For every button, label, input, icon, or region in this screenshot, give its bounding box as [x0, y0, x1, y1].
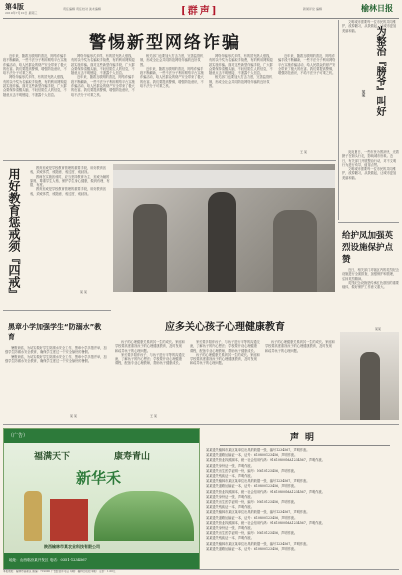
small-right: 新闻评论 编辑	[303, 7, 322, 11]
notice-item: 某某遗失榆林市某区某单位出具的收据一张，编号1234567，声明作废。	[206, 448, 310, 452]
left-mid-headline: 用好教育惩戒须『四戒』	[7, 168, 21, 300]
ad-company: 陕西榆林市某农业科技有限公司	[44, 544, 100, 549]
ad-contact: 地址：山西临汾某开发区 电话：0351-1234567	[9, 558, 87, 562]
ad-product-box	[50, 499, 88, 541]
right-mid-headline: 给护凤加强英烈设施保护点赞	[342, 231, 394, 265]
main-article-col2: 网络诈骗形式多样，有的冒充熟人借钱，有的以中奖为名骗取手续费，有的利用网购退款实施诈骗。面对这些新型诈骗手段，广大群众要保持清醒头脑，不轻信陌生人的信息，不随意点击不明链接，不泄露个人信息。 近年来，随着互联网的普及，网络诈骗手段不断翻新，一些不法分子利用网络平台实施诈骗活动，给人民群众的财产安全带来了极大的危害。我们要提高警惕，增强防范意识，不给不法分子可乘之机。	[71, 54, 135, 97]
bottom-left-author: 某 某	[70, 414, 77, 418]
main-article-col1: 近年来，随着互联网的普及，网络诈骗手段不断翻新，一些不法分子利用网络平台实施诈骗活动，给人民群众的财产安全带来了极大的危害。我们要提高警惕，增强防范意识，不给不法分子可乘之机。 网络诈骗形式多样，有的冒充熟人借钱，有的以中奖为名骗取手续费，有的利用网购退款实施诈骗。面对这些新型诈骗手段，广大群众要保持清醒头脑，不轻信陌生人的信息，不随意点击不明链接，不泄露个人信息。	[3, 54, 67, 97]
right-col-author: 某某	[362, 90, 366, 97]
date-line: 2019年7月10日 星期三	[5, 11, 38, 15]
main-article-col3: 相关部门也要加大打击力度，完善监管机制，形成全社会共同防范网络诈骗的良好氛围。 近年来，随着互联网的普及，网络诈骗手段不断翻新，一些不法分子利用网络平台实施诈骗活动，给人民群众的财产安全带来了极大的危害。我们要提高警惕，增强防范意识，不给不法分子可乘之机。	[140, 54, 204, 89]
left-mid-author: 某 某	[80, 290, 87, 294]
photo-figure-left	[133, 204, 167, 292]
left-mid-body: 教育惩戒是学校教育管理的重要手段，用好教育惩戒，须戒体罚、戒随意、戒过度、戒歧视。 教师在实施惩戒时，应当坚持教育为主、惩戒为辅的原则，尊重学生人格，保护学生身心健康，做到有理、有据、有度。 教育惩戒是学校教育管理的重要手段，用好教育惩戒，须戒体罚、戒随意、戒过度、戒歧视。	[30, 166, 110, 196]
main-article-col5: 近年来，随着互联网的普及，网络诈骗手段不断翻新，一些不法分子利用网络平台实施诈骗活动，给人民群众的财产安全带来了极大的危害。我们要提高警惕，增强防范意识，不给不法分子可乘之机。	[278, 54, 336, 76]
notice-title-text: 声明	[289, 433, 320, 443]
footer-line: 本报地址：榆林市高新区 邮编：719000 广告经营许可证 印刷：榆林日报社印刷厂 定价：1.00元	[3, 570, 116, 573]
bottom-center-col2: 家长要多陪伴孩子，与孩子进行平等的沟通交流，了解孩子的内心想法；学校要开设心理健康课程，配备专业心理教师，帮助孩子健康成长。 孩子的心理健康关系到其一生的成长。家庭和学校要高度重视孩子的心理健康教育，及时发现和疏导孩子的心理问题。	[190, 340, 260, 366]
bottom-center-col3: 孩子的心理健康关系到其一生的成长。家庭和学校要高度重视孩子的心理健康教育，及时发现和疏导孩子的心理问题。	[265, 340, 335, 353]
main-article-col4: 网络诈骗形式多样，有的冒充熟人借钱，有的以中奖为名骗取手续费，有的利用网购退款实施诈骗。面对这些新型诈骗手段，广大群众要保持清醒头脑，不轻信陌生人的信息，不随意点击不明链接，不泄露个人信息。 相关部门也要加大打击力度，完善监管机制，形成全社会共同防范网络诈骗的良好氛围。	[209, 54, 273, 89]
ad-label: （广告）	[8, 433, 29, 439]
notice-list	[206, 448, 399, 566]
section-title: [群声]	[181, 6, 219, 17]
notice-item: 某某遗失营业执照副本，统一社会信用代码：91610800MA1234567，声明作废。	[206, 458, 325, 463]
advertisement	[3, 428, 200, 570]
notice-item: 某某遗失出生医学证明一份，编号：N610123456，声明作废。	[206, 500, 298, 505]
ad-brand: 新华禾	[76, 469, 122, 487]
page-number: 第4版	[5, 2, 24, 11]
main-headline: 警惕新型网络诈骗	[89, 33, 241, 53]
ad-landscape	[94, 491, 194, 541]
right-mid-body: 近日，相关部门对辖区内的英烈纪念设施进行全面排查，加强保护和管理，弘扬英烈精神。 英烈纪念设施是传承红色基因的重要载体，做好保护工作意义重大。	[342, 268, 399, 290]
bottom-center-col1: 孩子的心理健康关系到其一生的成长。家庭和学校要高度重视孩子的心理健康教育，及时发现和疏导孩子的心理问题。 家长要多陪伴孩子，与孩子进行平等的沟通交流，了解孩子的内心想法；学校要开设心理健康课程，配备专业心理教师，帮助孩子健康成长。	[115, 340, 185, 366]
meta-line: 责任编辑 责任校对 美术编辑	[63, 7, 101, 11]
bottom-left-headline: 黑章小学加强学生“防溺水”教育	[8, 323, 102, 341]
notice-item: 某某遗失榆林市某区某单位出具的收据一张，编号1234567，声明作废。	[206, 541, 310, 546]
right-mid-author: 某某	[375, 327, 382, 331]
divider-above-ad	[3, 424, 399, 425]
bottom-left-body: 暑假来临，为切实做好学生防溺水安全工作，黑章小学多措并举，加强学生防溺水安全教育，确保学生度过一个安全愉快的暑假。 暑假来临，为切实做好学生防溺水安全工作，黑章小学多措并举，加强学生防溺水安全教育，确保学生度过一个安全愉快的暑假。	[5, 346, 107, 363]
notice-item: 某某遗失身份证一张，声明作废。	[206, 526, 254, 531]
notice-item: 某某遗失道路运输证一本，证号：610800123456，声明作废。	[206, 453, 298, 458]
notice-item: 某某遗失身份证一张，声明作废。	[206, 494, 254, 499]
notice-item: 某某遗失营业执照副本，统一社会信用代码：91610800MA1234567，声明作废。	[206, 489, 325, 494]
photo-window-strip	[113, 170, 335, 188]
notice-item: 某某遗失道路运输证一本，证号：610800123456，声明作废。	[206, 484, 298, 489]
notice-item: 某某遗失营业执照副本，统一社会信用代码：91610800MA1234567，声明作废。	[206, 520, 325, 525]
right-col-text-top: 文明城市需要每一位市民的共同维护，改掉陋习，从我做起，让城市更加美丽和谐。	[342, 20, 397, 33]
notice-item: 某某遗失出生医学证明一份，编号：N610123456，声明作废。	[206, 468, 298, 473]
page-header	[3, 2, 399, 19]
notice-item: 某某遗失出生医学证明一份，编号：N610123456，声明作废。	[206, 531, 298, 536]
bottom-center-author: 王 某	[150, 414, 157, 418]
right-col-text: 炎炎夏日，一些市民为图凉快，光着膀子在街头行走，影响城市形象。近日，有关部门开展整治行动，对不文明行为进行劝导，值得点赞。 文明城市需要每一位市民的共同维护，改掉陋习，从我做起，让城市更加美丽和谐。	[342, 150, 399, 180]
ad-product-bottle	[24, 491, 42, 541]
photo-figure-center	[208, 192, 236, 292]
notice-item: 某某遗失榆林市某区某单位出具的收据一张，编号1234567，声明作废。	[206, 510, 310, 515]
right-bottom-photo	[340, 332, 399, 420]
column-divider-right-mid	[338, 222, 399, 223]
notice-item: 某某遗失道路运输证一本，证号：610800123456，声明作废。	[206, 515, 298, 520]
notice-item: 某某遗失道路运输证一本，证号：610800123456，声明作废。	[206, 546, 298, 551]
photo-figure-right	[273, 210, 317, 292]
notice-item: 某某遗失榆林市某区某单位出具的收据一张，编号1234567，声明作废。	[206, 479, 310, 484]
notice-item: 某某遗失身份证一张，声明作废。	[206, 463, 254, 468]
ad-slogan-right: 康寿青山	[114, 452, 151, 462]
notice-title	[220, 430, 390, 446]
photo-figure	[360, 352, 380, 420]
notice-item: 某某遗失残疾证一本，声明作废。	[206, 505, 254, 510]
ad-slogan-left: 福满天下	[34, 452, 71, 462]
news-photo	[113, 164, 335, 292]
main-article-author: 王 某	[300, 150, 307, 154]
right-col-headline: 为整治『膀爷』叫好	[374, 26, 385, 116]
notice-item: 某某遗失残疾证一本，声明作废。	[206, 474, 254, 479]
bottom-center-headline: 应多关心孩子心理健康教育	[165, 322, 285, 333]
ad-top-band	[4, 429, 199, 443]
divider-bottom-left	[3, 310, 111, 311]
newspaper-logo: 榆林日报	[361, 3, 393, 13]
notice-item: 某某遗失残疾证一本，声明作废。	[206, 536, 254, 541]
column-divider-right	[338, 20, 339, 220]
section-divider-top	[3, 160, 336, 161]
